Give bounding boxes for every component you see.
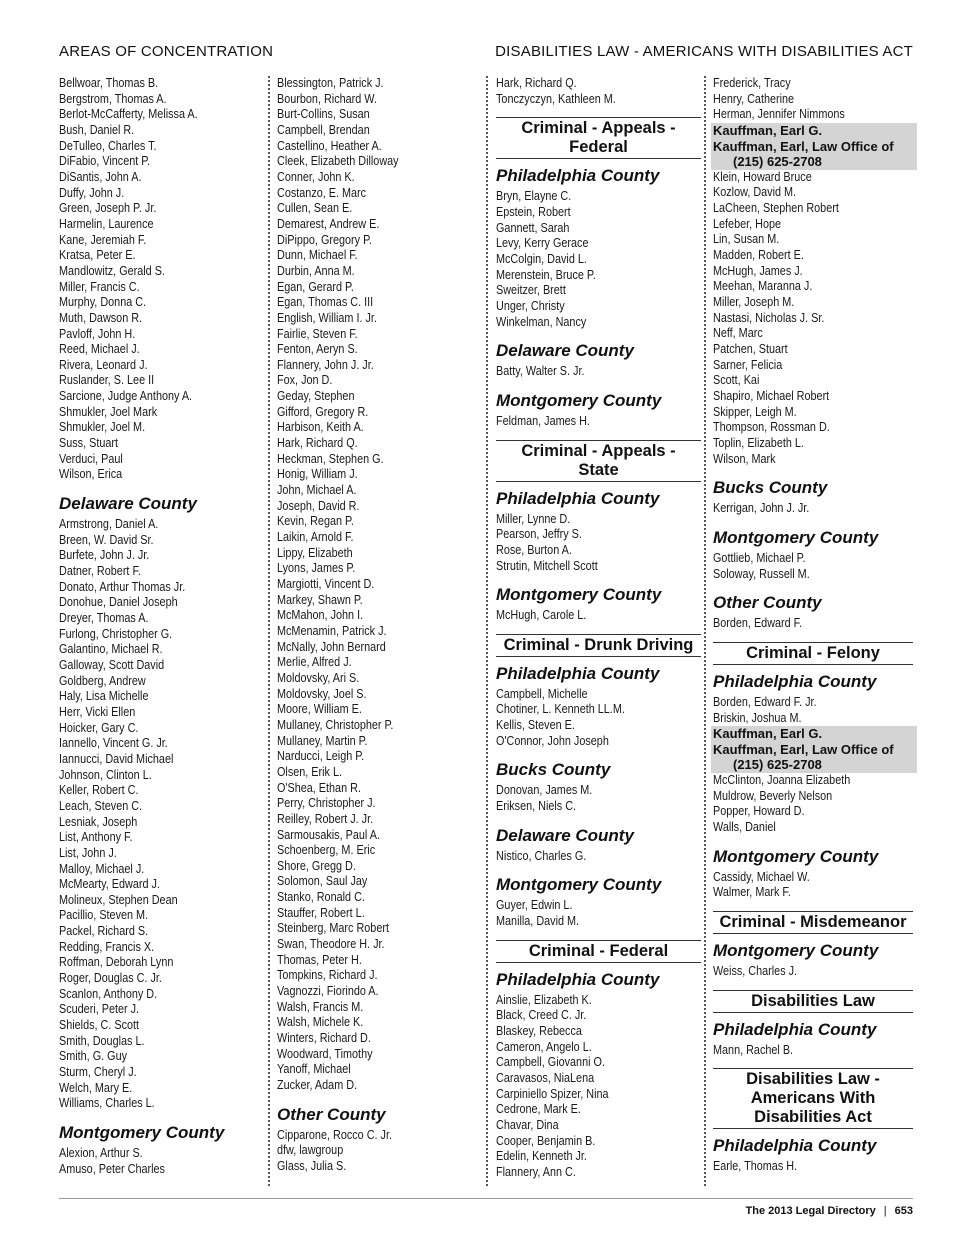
attorney-name: Moore, William E. (277, 702, 362, 717)
attorney-name: Shmukler, Joel Mark (59, 404, 158, 419)
practice-area-heading (713, 990, 913, 1013)
attorney-name: McHugh, James J. (713, 263, 803, 278)
practice-area-heading-line: Americans With (750, 1089, 876, 1108)
county-heading: Other County (713, 593, 822, 613)
attorney-name: Kratsa, Peter E. (59, 248, 136, 263)
attorney-name: Walmer, Mark F. (713, 885, 791, 900)
attorney-name: Geday, Stephen (277, 389, 355, 404)
attorney-name: Roger, Douglas C. Jr. (59, 971, 162, 986)
practice-area-heading (496, 940, 701, 963)
attorney-name: Herr, Vicki Ellen (59, 704, 136, 719)
attorney-name: Flannery, John J. Jr. (277, 357, 374, 372)
attorney-name: Burfete, John J. Jr. (59, 548, 150, 563)
attorney-name: Redding, Francis X. (59, 939, 155, 954)
attorney-name: Mann, Rachel B. (713, 1042, 794, 1057)
attorney-name: Harmelin, Laurence (59, 216, 154, 231)
attorney-name: Toplin, Elizabeth L. (713, 435, 804, 450)
county-heading: Philadelphia County (496, 969, 660, 989)
featured-line: Kauffman, Earl, Law Office of (713, 138, 894, 154)
attorney-name: Leach, Steven C. (59, 798, 143, 813)
attorney-name: Thompson, Rossman D. (713, 420, 830, 435)
attorney-name: Scanlon, Anthony D. (59, 986, 158, 1001)
practice-area-heading-line: Criminal - Felony (746, 643, 880, 662)
attorney-name: Donohue, Daniel Joseph (59, 595, 178, 610)
attorney-name: Mandlowitz, Gerald S. (59, 263, 165, 278)
attorney-name: Amuso, Peter Charles (59, 1161, 165, 1176)
column-4 (713, 76, 913, 1175)
attorney-name: Shmukler, Joel M. (59, 420, 146, 435)
county-heading: Philadelphia County (496, 166, 660, 186)
attorney-name: Castellino, Heather A. (277, 138, 382, 153)
practice-area-heading (496, 440, 701, 482)
attorney-name: Caravasos, NiaLena (496, 1071, 595, 1085)
attorney-name: Pacillio, Steven M. (59, 908, 149, 923)
county-heading: Montgomery County (496, 585, 662, 605)
attorney-name: Kellis, Steven E. (496, 718, 575, 733)
attorney-name: DiSantis, John A. (59, 169, 142, 184)
attorney-name: Bellwoar, Thomas B. (59, 76, 159, 90)
attorney-name: DiPippo, Gregory P. (277, 232, 372, 247)
attorney-name: Scott, Kai (713, 373, 760, 388)
attorney-name: Vagnozzi, Fiorindo A. (277, 984, 379, 999)
attorney-name: Galloway, Scott David (59, 657, 165, 672)
attorney-name: Mullaney, Christopher P. (277, 717, 394, 732)
practice-area-heading-line: Criminal - Drunk Driving (503, 635, 694, 654)
attorney-name: Merenstein, Bruce P. (496, 267, 596, 282)
attorney-name: Merlie, Alfred J. (277, 655, 352, 670)
column-divider (704, 76, 706, 1186)
attorney-name: Walsh, Francis M. (277, 999, 364, 1014)
attorney-name: Black, Creed C. Jr. (496, 1008, 587, 1023)
attorney-name: Skipper, Leigh M. (713, 404, 797, 419)
attorney-name: LaCheen, Stephen Robert (713, 201, 839, 216)
attorney-name: Lin, Susan M. (713, 232, 780, 247)
attorney-name: Donovan, James M. (496, 783, 593, 798)
attorney-name: Moldovsky, Joel S. (277, 686, 367, 701)
attorney-name: Strutin, Mitchell Scott (496, 558, 598, 573)
attorney-name: Blaskey, Rebecca (496, 1024, 582, 1039)
attorney-name: Margiotti, Vincent D. (277, 577, 375, 591)
footer-rule (59, 1198, 913, 1199)
attorney-name: DiFabio, Vincent P. (59, 154, 151, 169)
attorney-name: Williams, Charles L. (59, 1096, 155, 1111)
featured-line: Kauffman, Earl, Law Office of (713, 741, 894, 757)
attorney-name: Shapiro, Michael Robert (713, 388, 830, 403)
footer-separator: | (883, 1205, 887, 1217)
column-divider (486, 76, 488, 1186)
attorney-name: Ruslander, S. Lee II (59, 373, 155, 388)
attorney-name: Bergstrom, Thomas A. (59, 91, 167, 106)
attorney-name: English, William I. Jr. (277, 310, 377, 325)
county-heading: Philadelphia County (496, 663, 660, 683)
county-heading: Philadelphia County (713, 671, 877, 691)
featured-phone: (215) 625-2708 (733, 757, 822, 773)
attorney-name: Gottlieb, Michael P. (713, 550, 806, 565)
attorney-name: Kevin, Regan P. (277, 514, 354, 529)
attorney-name: Nistico, Charles G. (496, 848, 587, 863)
attorney-name: Johnson, Clinton L. (59, 767, 152, 782)
county-heading: Philadelphia County (713, 1019, 877, 1039)
attorney-name: Moldovsky, Ari S. (277, 670, 360, 685)
attorney-name: Guyer, Edwin L. (496, 898, 573, 913)
featured-phone: (215) 625-2708 (733, 154, 822, 170)
attorney-name: Rivera, Leonard J. (59, 357, 148, 372)
attorney-name: dfw, lawgroup (277, 1143, 344, 1158)
featured-listing (711, 726, 917, 773)
column-3 (496, 76, 701, 1181)
attorney-name: Donato, Arthur Thomas Jr. (59, 579, 186, 594)
directory-columns (0, 76, 960, 1186)
attorney-name: Borden, Edward F. (713, 616, 803, 631)
attorney-name: Armstrong, Daniel A. (59, 517, 159, 532)
attorney-name: Miller, Francis C. (59, 279, 140, 294)
attorney-name: Stanko, Ronald C. (277, 890, 365, 905)
attorney-name: Gifford, Gregory R. (277, 404, 369, 419)
attorney-name: Pearson, Jeffry S. (496, 527, 582, 542)
featured-line: Kauffman, Earl G. (713, 726, 823, 742)
attorney-name: Edelin, Kenneth Jr. (496, 1149, 587, 1164)
footer-title: The 2013 Legal Directory (745, 1205, 876, 1217)
attorney-name: Galantino, Michael R. (59, 642, 163, 657)
attorney-name: Durbin, Anna M. (277, 263, 355, 278)
attorney-name: Campbell, Brendan (277, 122, 370, 137)
attorney-name: Shields, C. Scott (59, 1018, 140, 1033)
practice-area-heading (496, 634, 701, 657)
attorney-name: Fenton, Aeryn S. (277, 342, 358, 357)
attorney-name: Weiss, Charles J. (713, 963, 798, 978)
attorney-name: Tonczyczyn, Kathleen M. (496, 91, 616, 106)
attorney-name: Goldberg, Andrew (59, 673, 146, 688)
attorney-name: McMenamin, Patrick J. (277, 623, 387, 638)
running-header-left: AREAS OF CONCENTRATION (59, 43, 274, 60)
page-number: 653 (894, 1205, 913, 1217)
attorney-name: Cullen, Sean E. (277, 201, 353, 216)
attorney-name: Gannett, Sarah (496, 220, 570, 235)
attorney-name: Blessington, Patrick J. (277, 76, 384, 90)
attorney-name: Chavar, Dina (496, 1117, 559, 1132)
attorney-name: Joseph, David R. (277, 498, 360, 513)
attorney-name: Zucker, Adam D. (277, 1078, 358, 1092)
attorney-name: Nastasi, Nicholas J. Sr. (713, 310, 825, 325)
attorney-name: Keller, Robert C. (59, 783, 139, 798)
attorney-name: Carpiniello Spizer, Nina (496, 1086, 609, 1101)
attorney-name: Kane, Jeremiah F. (59, 232, 147, 247)
attorney-name: Scuderi, Peter J. (59, 1002, 140, 1017)
attorney-name: Iannucci, David Michael (59, 751, 174, 766)
attorney-name: Kerrigan, John J. Jr. (713, 501, 810, 516)
attorney-name: Stauffer, Robert L. (277, 905, 365, 920)
attorney-name: Winkelman, Nancy (496, 314, 587, 329)
practice-area-heading (713, 1068, 913, 1129)
attorney-name: Egan, Gerard P. (277, 279, 354, 294)
county-heading: Delaware County (496, 825, 634, 845)
attorney-name: List, John J. (59, 845, 117, 860)
attorney-name: Sturm, Cheryl J. (59, 1065, 137, 1080)
attorney-name: Malloy, Michael J. (59, 861, 145, 876)
attorney-name: Bush, Daniel R. (59, 122, 135, 137)
attorney-name: Cipparone, Rocco C. Jr. (277, 1127, 392, 1142)
attorney-name: Markey, Shawn P. (277, 592, 363, 607)
attorney-name: Hark, Richard Q. (277, 436, 358, 451)
attorney-name: Fox, Jon D. (277, 373, 333, 388)
attorney-name: Lyons, James P. (277, 561, 356, 576)
attorney-name: Swan, Theodore H. Jr. (277, 937, 385, 952)
attorney-name: Borden, Edward F. Jr. (713, 694, 817, 709)
attorney-name: Heckman, Stephen G. (277, 451, 384, 466)
attorney-name: Campbell, Michelle (496, 686, 588, 701)
attorney-name: Muldrow, Beverly Nelson (713, 788, 833, 803)
attorney-name: Miller, Lynne D. (496, 511, 571, 526)
featured-line: Kauffman, Earl G. (713, 122, 823, 138)
attorney-name: Steinberg, Marc Robert (277, 921, 389, 936)
attorney-name: Cleek, Elizabeth Dilloway (277, 154, 399, 169)
attorney-name: Popper, Howard D. (713, 804, 805, 819)
attorney-name: McMahon, John I. (277, 608, 364, 623)
county-heading: Philadelphia County (496, 488, 660, 508)
attorney-name: Verduci, Paul (59, 451, 123, 466)
attorney-name: Lippy, Elizabeth (277, 545, 353, 560)
attorney-name: Walls, Daniel (713, 819, 776, 834)
attorney-name: Soloway, Russell M. (713, 566, 810, 581)
attorney-name: Alexion, Arthur S. (59, 1146, 143, 1160)
attorney-name: John, Michael A. (277, 483, 357, 498)
attorney-name: Datner, Robert F. (59, 564, 141, 579)
attorney-name: Breen, W. David Sr. (59, 532, 154, 547)
attorney-name: Laikin, Arnold F. (277, 530, 354, 545)
county-heading: Montgomery County (713, 940, 879, 960)
attorney-name: Lesniak, Joseph (59, 814, 138, 829)
attorney-name: Haly, Lisa Michelle (59, 689, 149, 704)
attorney-name: Kozlow, David M. (713, 185, 797, 200)
attorney-name: Eriksen, Niels C. (496, 799, 577, 814)
attorney-name: Furlong, Christopher G. (59, 626, 173, 641)
attorney-name: Winters, Richard D. (277, 1031, 371, 1046)
attorney-name: Chotiner, L. Kenneth LL.M. (496, 702, 625, 717)
attorney-name: Batty, Walter S. Jr. (496, 364, 585, 379)
attorney-name: Campbell, Giovanni O. (496, 1055, 605, 1070)
attorney-name: Manilla, David M. (496, 914, 580, 929)
practice-area-heading (496, 117, 701, 159)
attorney-name: Miller, Joseph M. (713, 295, 795, 309)
attorney-name: Klein, Howard Bruce (713, 169, 812, 184)
attorney-name: Iannello, Vincent G. Jr. (59, 736, 168, 751)
attorney-name: Burt-Collins, Susan (277, 107, 370, 122)
attorney-name: Sweitzer, Brett (496, 283, 566, 298)
attorney-name: Rose, Burton A. (496, 542, 572, 557)
practice-area-heading-line: State (578, 460, 619, 479)
attorney-name: Murphy, Donna C. (59, 295, 147, 310)
attorney-name: Wilson, Mark (713, 451, 776, 466)
attorney-name: Smith, G. Guy (59, 1049, 128, 1064)
attorney-name: Thomas, Peter H. (277, 952, 362, 967)
attorney-name: Lefeber, Hope (713, 216, 782, 231)
attorney-name: Flannery, Ann C. (496, 1164, 576, 1179)
attorney-name: Henry, Catherine (713, 91, 795, 106)
page-footer (746, 1205, 913, 1217)
attorney-name: Walsh, Michele K. (277, 1015, 364, 1030)
attorney-name: Reilley, Robert J. Jr. (277, 811, 374, 826)
attorney-name: Briskin, Joshua M. (713, 710, 802, 725)
featured-listing (711, 123, 917, 170)
attorney-name: Herman, Jennifer Nimmons (713, 107, 845, 122)
attorney-name: Hoicker, Gary C. (59, 720, 139, 735)
county-heading: Montgomery County (713, 846, 879, 866)
attorney-name: Welch, Mary E. (59, 1080, 133, 1095)
county-heading: Bucks County (713, 478, 828, 498)
practice-area-heading-line: Federal (569, 138, 628, 157)
county-heading: Montgomery County (496, 390, 662, 410)
practice-area-heading (713, 911, 913, 934)
attorney-name: List, Anthony F. (59, 830, 133, 845)
county-heading: Bucks County (496, 760, 611, 780)
attorney-name: Feldman, James H. (496, 413, 590, 428)
attorney-name: Molineux, Stephen Dean (59, 892, 178, 907)
attorney-name: Narducci, Leigh P. (277, 749, 365, 764)
attorney-name: Bryn, Elayne C. (496, 189, 572, 204)
attorney-name: Shore, Gregg D. (277, 858, 356, 873)
attorney-name: Unger, Christy (496, 298, 565, 313)
attorney-name: Berlot-McCafferty, Melissa A. (59, 107, 198, 122)
column-divider (268, 76, 270, 1186)
attorney-name: Duffy, John J. (59, 185, 125, 200)
attorney-name: Olsen, Erik L. (277, 764, 343, 779)
practice-area-heading-line: Criminal - Misdemeanor (719, 912, 907, 931)
practice-area-heading-line: Criminal - Appeals - (521, 119, 676, 138)
attorney-name: Meehan, Maranna J. (713, 279, 813, 294)
running-header-right: DISABILITIES LAW - AMERICANS WITH DISABILITIES ACT (495, 43, 913, 60)
attorney-name: Suss, Stuart (59, 436, 119, 451)
attorney-name: Tompkins, Richard J. (277, 968, 378, 983)
attorney-name: Cooper, Benjamin B. (496, 1133, 596, 1148)
attorney-name: Schoenberg, M. Eric (277, 843, 376, 858)
attorney-name: Pavloff, John H. (59, 326, 136, 341)
attorney-name: Cassidy, Michael W. (713, 869, 810, 884)
attorney-name: Epstein, Robert (496, 204, 571, 219)
attorney-name: Madden, Robert E. (713, 248, 804, 263)
attorney-name: DeTulleo, Charles T. (59, 138, 157, 153)
practice-area-heading (713, 642, 913, 665)
attorney-name: Dreyer, Thomas A. (59, 611, 149, 625)
attorney-name: Hark, Richard Q. (496, 76, 577, 90)
attorney-name: McColgin, David L. (496, 251, 587, 266)
practice-area-heading-line: Disabilities Law (751, 991, 875, 1010)
attorney-name: Earle, Thomas H. (713, 1159, 798, 1174)
attorney-name: Sarner, Felicia (713, 357, 783, 372)
attorney-name: Egan, Thomas C. III (277, 295, 374, 310)
attorney-name: Frederick, Tracy (713, 76, 791, 90)
attorney-name: Glass, Julia S. (277, 1158, 347, 1173)
practice-area-heading-line: Disabilities Act (754, 1108, 872, 1127)
attorney-name: Reed, Michael J. (59, 342, 140, 357)
attorney-name: Bourbon, Richard W. (277, 91, 377, 106)
attorney-name: McClinton, Joanna Elizabeth (713, 772, 851, 787)
attorney-name: Muth, Dawson R. (59, 310, 143, 325)
attorney-name: Yanoff, Michael (277, 1062, 351, 1077)
attorney-name: McNally, John Bernard (277, 639, 386, 654)
column-1 (59, 76, 264, 1177)
attorney-name: Woodward, Timothy (277, 1046, 373, 1061)
attorney-name: Levy, Kerry Gerace (496, 236, 589, 251)
attorney-name: Smith, Douglas L. (59, 1033, 145, 1048)
attorney-name: Perry, Christopher J. (277, 796, 376, 811)
attorney-name: Fairlie, Steven F. (277, 326, 358, 341)
attorney-name: McMearty, Edward J. (59, 877, 160, 892)
attorney-name: O'Shea, Ethan R. (277, 780, 361, 795)
attorney-name: McHugh, Carole L. (496, 608, 587, 623)
attorney-name: Wilson, Erica (59, 467, 123, 482)
county-heading: Other County (277, 1104, 386, 1124)
attorney-name: Costanzo, E. Marc (277, 185, 367, 200)
attorney-name: Demarest, Andrew E. (277, 216, 380, 231)
column-2 (277, 76, 482, 1175)
attorney-name: Sarmousakis, Paul A. (277, 827, 380, 842)
attorney-name: Sarcione, Judge Anthony A. (59, 389, 193, 404)
attorney-name: Honig, William J. (277, 467, 358, 482)
attorney-name: Roffman, Deborah Lynn (59, 955, 174, 970)
attorney-name: Ainslie, Elizabeth K. (496, 992, 592, 1007)
county-heading: Montgomery County (59, 1123, 225, 1142)
attorney-name: Dunn, Michael F. (277, 248, 358, 263)
attorney-name: Harbison, Keith A. (277, 420, 364, 435)
county-heading: Delaware County (496, 341, 634, 361)
county-heading: Montgomery County (496, 875, 662, 895)
attorney-name: Packel, Richard S. (59, 924, 149, 939)
attorney-name: Solomon, Saul Jay (277, 874, 368, 889)
attorney-name: Cedrone, Mark E. (496, 1102, 581, 1117)
attorney-name: Cameron, Angelo L. (496, 1039, 592, 1054)
attorney-name: Mullaney, Martin P. (277, 733, 368, 748)
practice-area-heading-line: Disabilities Law - (746, 1070, 880, 1089)
practice-area-heading-line: Criminal - Appeals - (521, 441, 676, 460)
attorney-name: Neff, Marc (713, 326, 763, 341)
county-heading: Philadelphia County (713, 1136, 877, 1156)
county-heading: Montgomery County (713, 527, 879, 547)
county-heading: Delaware County (59, 494, 197, 514)
attorney-name: Conner, John K. (277, 169, 355, 184)
attorney-name: O'Connor, John Joseph (496, 733, 609, 748)
attorney-name: Green, Joseph P. Jr. (59, 201, 157, 216)
attorney-name: Patchen, Stuart (713, 341, 788, 356)
practice-area-heading-line: Criminal - Federal (528, 941, 669, 960)
